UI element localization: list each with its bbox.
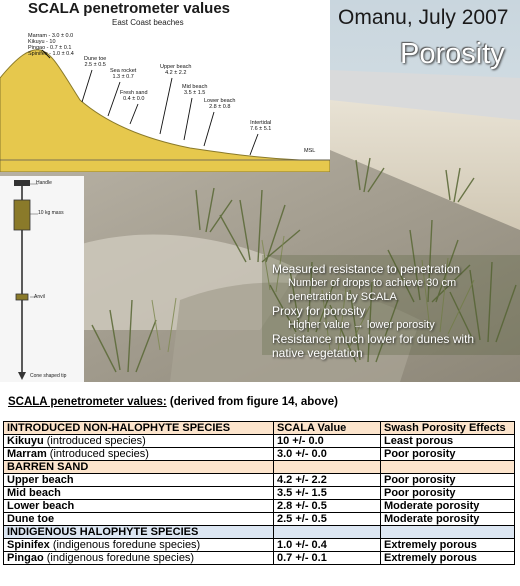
table-row	[4, 474, 515, 487]
porosity-effect-cell: Poor porosity	[381, 487, 515, 500]
species-note: (indigenous foredune species)	[43, 552, 195, 564]
penetrometer-diagram	[0, 176, 84, 382]
scala-value-cell: 2.8 +/- 0.5	[274, 500, 381, 513]
table-row	[4, 448, 515, 461]
species-label: Marram - 3.0 ± 0.0	[28, 33, 74, 39]
zone-name: Mid beach	[182, 84, 208, 90]
section-empty-cell	[381, 461, 515, 474]
bullet-item: native vegetation	[272, 346, 363, 360]
caption-note: (derived from figure 14, above)	[166, 396, 338, 408]
scala-value-cell: 4.2 +/- 2.2	[274, 474, 381, 487]
scala-value-cell: 1.0 +/- 0.4	[274, 539, 381, 552]
zone-value: 2.5 ± 0.5	[84, 62, 106, 68]
table-row	[4, 513, 515, 526]
bullet-item: Number of drops to achieve 30 cm	[288, 277, 457, 289]
species-name: Pingao	[7, 552, 44, 564]
zone-name: Dune toe	[84, 56, 107, 62]
scala-value-cell: 3.0 +/- 0.0	[274, 448, 381, 461]
species-note: (introduced species)	[46, 448, 149, 460]
porosity-effect-cell: Least porous	[381, 435, 515, 448]
slide-title: Omanu, July 2007	[338, 6, 509, 29]
zone-value: 4.2 ± 2.2	[165, 70, 187, 76]
zone-value: 1.3 ± 0.7	[112, 74, 134, 80]
table-row	[4, 435, 515, 448]
table-row	[4, 487, 515, 500]
sea-rocket-label	[110, 68, 136, 80]
zone-name: Upper beach	[160, 64, 192, 70]
section-empty-cell	[274, 526, 381, 539]
table-header-row	[4, 422, 515, 435]
section-title: INDIGENOUS HALOPHYTE SPECIES	[4, 526, 274, 539]
lower-beach-label	[204, 98, 236, 110]
scala-value-cell: 0.7 +/- 0.1	[274, 552, 381, 565]
porosity-effect-cell: Moderate porosity	[381, 513, 515, 526]
porosity-effect-cell: Extremely porous	[381, 552, 515, 565]
species-cell	[4, 448, 274, 461]
species-name: Marram	[7, 448, 47, 460]
tool-label: Anvil	[34, 294, 45, 300]
table-row	[4, 539, 515, 552]
species-label-group	[28, 33, 74, 57]
caption-main: SCALA penetrometer values:	[8, 396, 167, 408]
bullet-item: penetration by SCALA	[288, 291, 397, 303]
zone-value: 7.6 ± 5.1	[250, 126, 272, 132]
section-empty-cell	[381, 526, 515, 539]
zone-name: Fresh sand	[120, 90, 148, 96]
scala-value-cell: 2.5 +/- 0.5	[274, 513, 381, 526]
scala-values-table	[3, 421, 515, 565]
species-label: Kikuyu - 10	[28, 39, 56, 45]
species-name: Mid beach	[7, 487, 61, 499]
porosity-effect-cell: Poor porosity	[381, 448, 515, 461]
bullet-item: Resistance much lower for dunes with	[272, 332, 475, 346]
zone-value: 2.8 ± 0.8	[209, 104, 231, 110]
mid-beach-label	[182, 84, 207, 96]
species-name: Upper beach	[7, 474, 74, 486]
zone-name: Sea rocket	[110, 68, 137, 74]
fresh-sand-label	[120, 90, 148, 102]
table-caption	[8, 396, 338, 408]
species-name: Lower beach	[7, 500, 75, 512]
header-scala-value: SCALA Value	[274, 422, 381, 435]
inset-title: SCALA penetrometer values	[28, 0, 231, 17]
porosity-effect-cell: Extremely porous	[381, 539, 515, 552]
slide-subtitle: Porosity	[400, 38, 505, 70]
tool-label: Handle	[36, 180, 52, 186]
intertidal-label	[250, 120, 271, 132]
penetrometer-inset	[0, 176, 84, 382]
section-empty-cell	[274, 461, 381, 474]
table-section-row	[4, 526, 515, 539]
zone-name: Intertidal	[250, 120, 272, 126]
bullet-item: Proxy for porosity	[272, 304, 366, 318]
species-cell	[4, 513, 274, 526]
species-cell	[4, 474, 274, 487]
species-label: Pingao - 0.7 ± 0.1	[28, 45, 72, 51]
header-porosity-effects: Swash Porosity Effects	[381, 422, 515, 435]
profile-inset	[0, 0, 330, 172]
upper-beach-label	[160, 64, 192, 76]
bullet-item: Measured resistance to penetration	[272, 262, 461, 276]
zone-value: 0.4 ± 0.0	[123, 96, 145, 102]
table-body	[4, 422, 515, 565]
species-cell	[4, 552, 274, 565]
section-title: BARREN SAND	[4, 461, 274, 474]
species-note: (indigenous foredune species)	[49, 539, 201, 551]
dune-toe-label	[84, 56, 106, 68]
tool-label: Cone shaped tip	[30, 373, 67, 379]
zone-name: Lower beach	[204, 98, 236, 104]
porosity-effect-cell: Poor porosity	[381, 474, 515, 487]
inset-subtitle: East Coast beaches	[112, 18, 184, 27]
scala-value-cell: 10 +/- 0.0	[274, 435, 381, 448]
species-cell	[4, 435, 274, 448]
table-row	[4, 500, 515, 513]
species-note: (introduced species)	[43, 435, 146, 447]
slide-bullets	[272, 262, 474, 360]
porosity-effect-cell: Moderate porosity	[381, 500, 515, 513]
scala-value-cell: 3.5 +/- 1.5	[274, 487, 381, 500]
zone-value: 3.5 ± 1.5	[184, 90, 206, 96]
species-cell	[4, 539, 274, 552]
tool-label: 10 kg mass	[38, 210, 64, 216]
header-species: INTRODUCED NON-HALOPHYTE SPECIES	[4, 422, 274, 435]
species-name: Dune toe	[7, 513, 55, 525]
bullet-item: Higher value → lower porosity	[288, 319, 435, 331]
species-cell	[4, 487, 274, 500]
msl-label: MSL	[304, 148, 316, 154]
species-label: Spinifex - 1.0 ± 0.4	[28, 51, 74, 57]
table-row	[4, 552, 515, 565]
species-cell	[4, 500, 274, 513]
species-name: Spinifex	[7, 539, 50, 551]
table-section-row	[4, 461, 515, 474]
species-name: Kikuyu	[7, 435, 44, 447]
